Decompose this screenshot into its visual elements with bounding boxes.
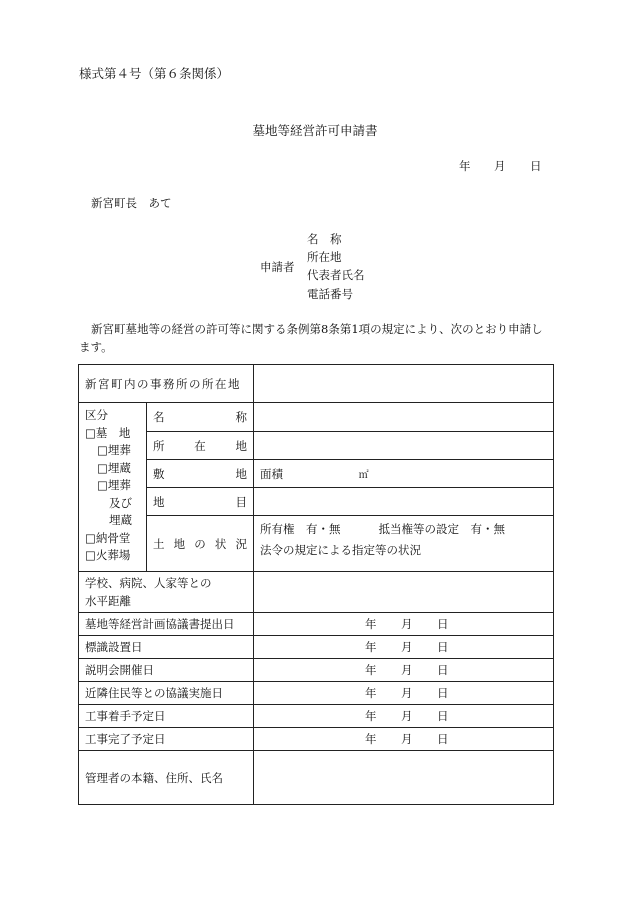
addressee: 新宮町長 あて bbox=[91, 196, 172, 210]
application-table bbox=[78, 364, 554, 805]
applicant-representative-label: 代表者氏名 bbox=[307, 268, 365, 282]
legal-designation-label: 法令の規定による指定等の状況 bbox=[260, 543, 421, 557]
form-number: 様式第４号（第６条関係） bbox=[79, 66, 230, 81]
category-cell bbox=[79, 403, 147, 572]
header-year: 年 bbox=[459, 159, 471, 173]
category-and-label: 及び bbox=[109, 495, 132, 510]
header-day: 日 bbox=[530, 159, 542, 173]
location-value[interactable] bbox=[254, 432, 554, 460]
manager-label: 管理者の本籍、住所、氏名 bbox=[79, 751, 254, 805]
intro-text-line2: ます。 bbox=[79, 340, 113, 354]
applicant-phone-label: 電話番号 bbox=[307, 287, 353, 301]
intro-text-line1: 新宮町墓地等の経営の許可等に関する条例第8条第1項の規定により、次のとおり申請し bbox=[91, 322, 543, 336]
construction-end-date-value[interactable]: 年 月 日 bbox=[254, 728, 554, 751]
header-month: 月 bbox=[494, 159, 506, 173]
site-label: 敷 地 bbox=[147, 460, 254, 488]
category-ossuary[interactable]: □納骨堂 bbox=[85, 530, 131, 545]
distance-value[interactable] bbox=[254, 572, 554, 613]
applicant-name-label: 名 称 bbox=[307, 232, 342, 246]
land-status-value[interactable] bbox=[254, 516, 554, 572]
ownership-field[interactable]: 所有権 有・無 bbox=[260, 522, 341, 536]
plan-submission-date-value[interactable]: 年 月 日 bbox=[254, 613, 554, 636]
site-area-label: 面積 bbox=[260, 466, 283, 481]
category-burial-and[interactable]: □埋葬 bbox=[97, 478, 131, 492]
construction-start-date-label: 工事着手予定日 bbox=[79, 705, 254, 728]
mortgage-field[interactable]: 抵当権等の設定 有・無 bbox=[378, 522, 505, 536]
land-category-value[interactable] bbox=[254, 488, 554, 516]
name-label: 名 称 bbox=[147, 403, 254, 432]
category-cemetery[interactable]: □墓 地 bbox=[85, 425, 131, 440]
document-title: 墓地等経営許可申請書 bbox=[252, 123, 378, 138]
category-label: 区分 bbox=[85, 408, 108, 422]
plan-submission-date-label: 墓地等経営計画協議書提出日 bbox=[79, 613, 254, 636]
briefing-date-value[interactable]: 年 月 日 bbox=[254, 659, 554, 682]
land-status-label: 土 地 の 状 況 bbox=[147, 516, 254, 572]
category-interment[interactable]: □埋蔵 bbox=[97, 460, 131, 475]
construction-end-date-label: 工事完了予定日 bbox=[79, 728, 254, 751]
manager-value[interactable] bbox=[254, 751, 554, 805]
category-burial[interactable]: □埋葬 bbox=[97, 443, 131, 457]
distance-label: 学校、病院、人家等との 水平距離 bbox=[79, 572, 254, 613]
office-location-label: 新宮町内の事務所の所在地 bbox=[79, 365, 254, 403]
sign-installation-date-label: 標識設置日 bbox=[79, 636, 254, 659]
briefing-date-label: 説明会開催日 bbox=[79, 659, 254, 682]
area-unit: ㎡ bbox=[358, 469, 369, 481]
name-value[interactable] bbox=[254, 403, 554, 432]
applicant-address-label: 所在地 bbox=[307, 250, 342, 264]
category-interment-label: 埋蔵 bbox=[109, 513, 132, 527]
neighbor-consultation-date-label: 近隣住民等との協議実施日 bbox=[79, 682, 254, 705]
office-location-value[interactable] bbox=[254, 365, 554, 403]
category-crematorium[interactable]: □火葬場 bbox=[85, 548, 131, 562]
land-category-label: 地 目 bbox=[147, 488, 254, 516]
location-label: 所 在 地 bbox=[147, 432, 254, 460]
applicant-label: 申請者 bbox=[260, 260, 295, 274]
construction-start-date-value[interactable]: 年 月 日 bbox=[254, 705, 554, 728]
neighbor-consultation-date-value[interactable]: 年 月 日 bbox=[254, 682, 554, 705]
site-area-cell[interactable] bbox=[254, 460, 554, 488]
sign-installation-date-value[interactable]: 年 月 日 bbox=[254, 636, 554, 659]
